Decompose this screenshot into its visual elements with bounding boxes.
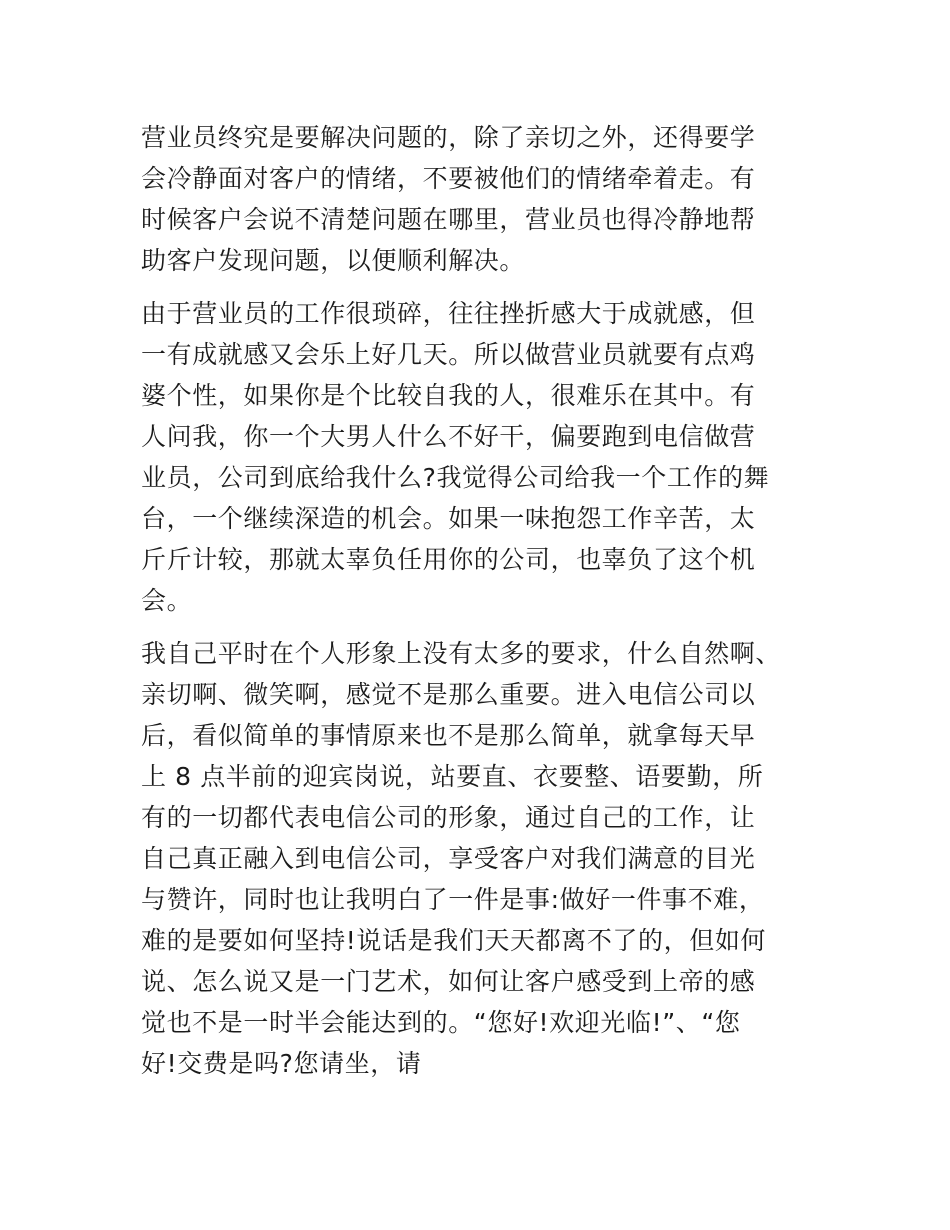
text-line: 我自己平时在个人形象上没有太多的要求，什么自然啊、: [141, 639, 782, 668]
paragraph-3: [141, 633, 821, 1084]
paragraph-2: [141, 293, 821, 621]
paragraph-1: [141, 117, 821, 281]
text-line: 斤斤计较，那就太辜负任用你的公司，也辜负了这个机: [141, 545, 756, 574]
document-body: [141, 117, 821, 1096]
text-line: 时候客户会说不清楚问题在哪里，营业员也得冷静地帮: [141, 205, 756, 234]
text-line: 自己真正融入到电信公司，享受客户对我们满意的目光: [141, 844, 756, 873]
text-line: 台，一个继续深造的机会。如果一味抱怨工作辛苦，太: [141, 504, 756, 533]
text-line: 亲切啊、微笑啊，感觉不是那么重要。进入电信公司以: [141, 680, 756, 709]
text-line: 觉也不是一时半会能达到的。“您好!欢迎光临!”、“您: [141, 1008, 741, 1037]
text-line: 难的是要如何坚持!说话是我们天天都离不了的，但如何: [141, 926, 767, 955]
text-line: 婆个性，如果你是个比较自我的人，很难乐在其中。有: [141, 381, 756, 410]
text-line: 业员，公司到底给我什么?我觉得公司给我一个工作的舞: [141, 463, 770, 492]
text-line: 后，看似简单的事情原来也不是那么简单，就拿每天早: [141, 721, 756, 750]
text-line: 上 8 点半前的迎宾岗说，站要直、衣要整、语要勤，所: [141, 762, 764, 791]
text-line: 好!交费是吗?您请坐，请: [141, 1049, 422, 1078]
text-line: 营业员终究是要解决问题的，除了亲切之外，还得要学: [141, 123, 756, 152]
text-line: 由于营业员的工作很琐碎，往往挫折感大于成就感，但: [141, 299, 756, 328]
text-line: 有的一切都代表电信公司的形象，通过自己的工作，让: [141, 803, 756, 832]
text-line: 一有成就感又会乐上好几天。所以做营业员就要有点鸡: [141, 340, 756, 369]
text-line: 会冷静面对客户的情绪，不要被他们的情绪牵着走。有: [141, 164, 756, 193]
text-line: 人问我，你一个大男人什么不好干，偏要跑到电信做营: [141, 422, 756, 451]
text-line: 会。: [141, 586, 193, 615]
text-line: 助客户发现问题，以便顺利解决。: [141, 246, 526, 275]
text-line: 与赞许，同时也让我明白了一件是事:做好一件事不难，: [141, 885, 765, 914]
text-line: 说、怎么说又是一门艺术，如何让客户感受到上帝的感: [141, 967, 756, 996]
